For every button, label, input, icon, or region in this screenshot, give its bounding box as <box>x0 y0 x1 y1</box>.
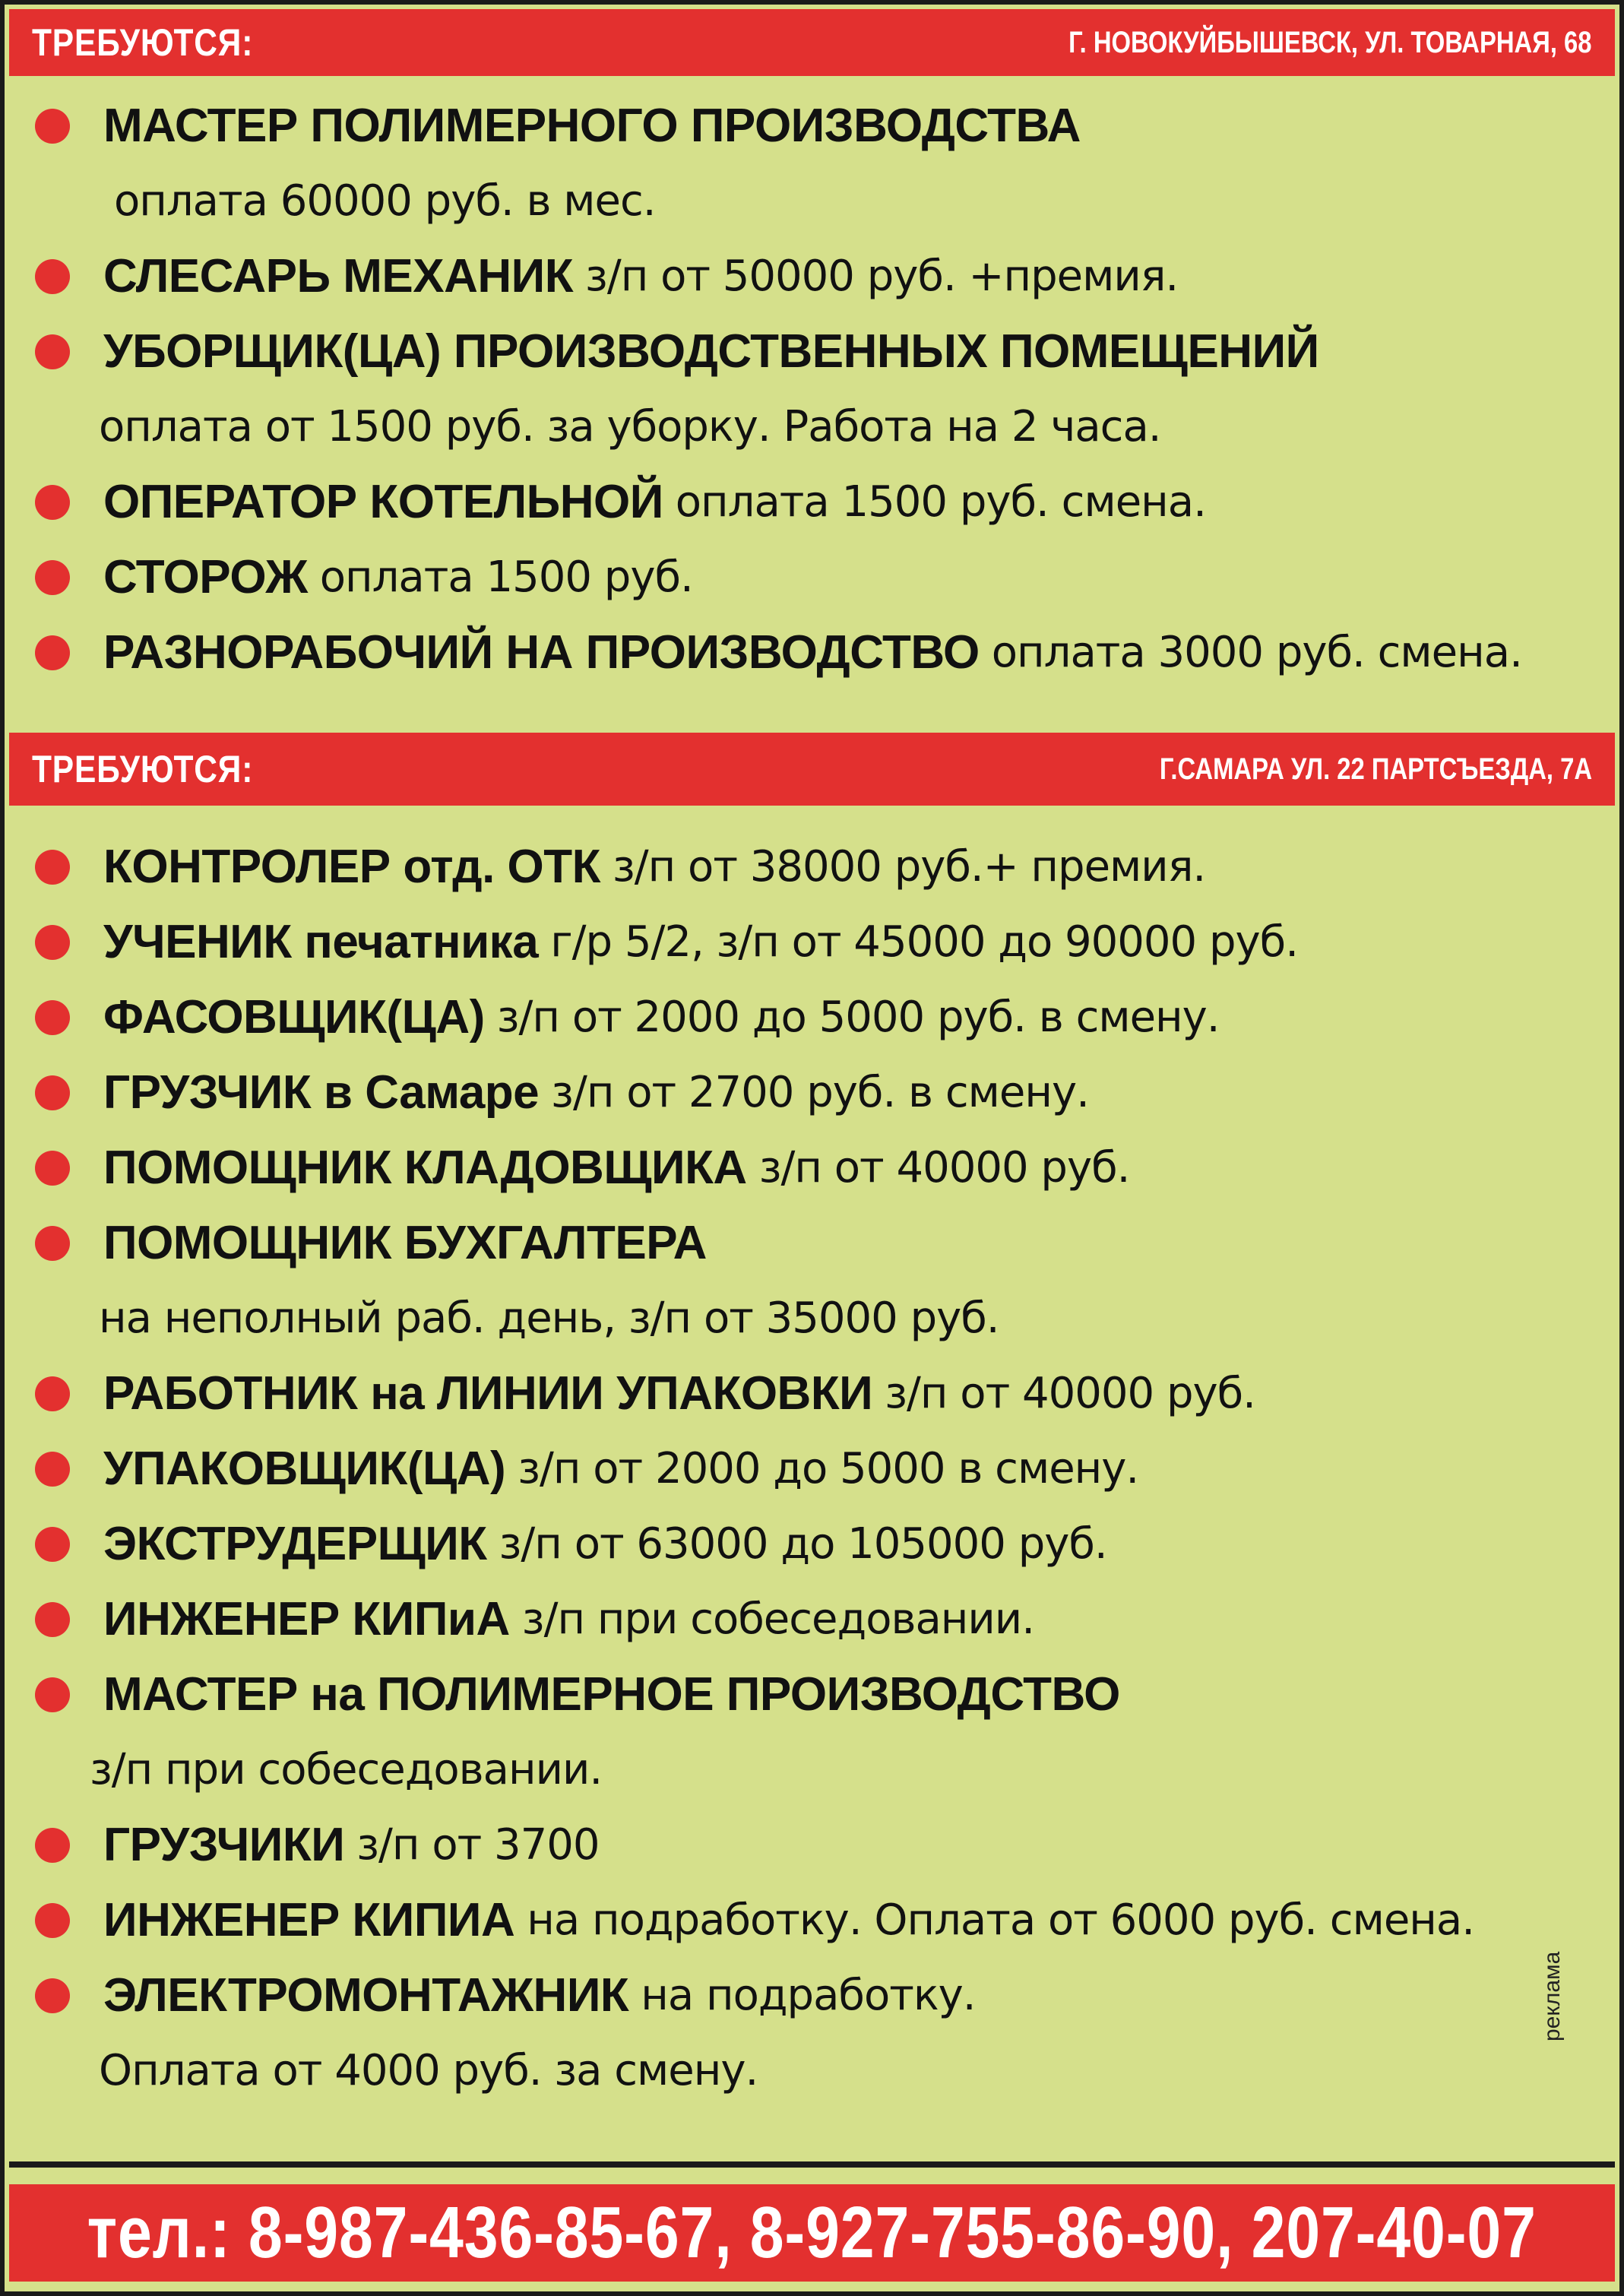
vacancy-title: МАСТЕР на ПОЛИМЕРНОЕ ПРОИЗВОДСТВО <box>103 1668 1120 1721</box>
vacancy-detail: з/п от 2000 до 5000 руб. в смену. <box>496 993 1220 1042</box>
vacancy-item <box>35 1657 1589 1732</box>
bullet-icon <box>35 109 70 144</box>
vacancy-detail: з/п от 63000 до 105000 руб. <box>499 1519 1107 1569</box>
vacancy-title: ЭКСТРУДЕРЩИК <box>103 1518 487 1570</box>
bullet-icon <box>35 259 70 294</box>
bullet-icon <box>35 1978 70 2013</box>
footer-bar <box>9 2184 1615 2282</box>
advertisement-label: реклама <box>1540 1951 1565 2041</box>
header-address: Г. НОВОКУЙБЫШЕВСК, УЛ. ТОВАРНАЯ, 68 <box>1068 25 1592 59</box>
vacancy-item <box>35 1055 1589 1130</box>
vacancy-detail: оплата 1500 руб. <box>319 553 693 602</box>
header-bar-samara <box>9 733 1615 806</box>
vacancy-title: ИНЖЕНЕР КИПИА <box>103 1894 515 1946</box>
vacancy-item <box>35 1205 1589 1281</box>
bullet-icon <box>35 485 70 520</box>
vacancy-item <box>35 239 1589 314</box>
vacancy-item <box>35 829 1589 904</box>
vacancy-detail: оплата 1500 руб. смена. <box>675 477 1206 527</box>
vacancy-title: СЛЕСАРЬ МЕХАНИК <box>103 250 574 302</box>
bullet-icon <box>35 1075 70 1110</box>
vacancy-detail: оплата 3000 руб. смена. <box>991 628 1522 677</box>
vacancy-detail: з/п от 38000 руб.+ премия. <box>613 842 1206 891</box>
bullet-icon <box>35 1828 70 1863</box>
bullet-icon <box>35 1452 70 1487</box>
vacancy-detail: з/п от 3700 <box>356 1820 600 1870</box>
vacancy-title: ИНЖЕНЕР КИПиА <box>103 1593 510 1645</box>
vacancy-detail: з/п от 40000 руб. <box>758 1143 1130 1192</box>
vacancy-detail: оплата 60000 руб. в мес. <box>114 176 656 226</box>
bullet-icon <box>35 1376 70 1411</box>
vacancy-detail: з/п при собеседовании. <box>521 1595 1034 1644</box>
contact-phones: тел.: 8-987-436-85-67, 8-927-755-86-90, 207-40-07 <box>87 2192 1537 2273</box>
vacancy-item <box>35 1582 1589 1657</box>
vacancy-title: РАБОТНИК на ЛИНИИ УПАКОВКИ <box>103 1367 873 1420</box>
vacancy-detail: з/п от 2000 до 5000 в смену. <box>518 1444 1139 1493</box>
vacancy-item <box>35 1356 1589 1431</box>
vacancy-detail: з/п от 50000 руб. +премия. <box>585 252 1179 301</box>
bullet-icon <box>35 1527 70 1562</box>
vacancy-title: УБОРЩИК(ЦА) ПРОИЗВОДСТВЕННЫХ ПОМЕЩЕНИЙ <box>103 325 1319 378</box>
vacancy-item <box>35 540 1589 615</box>
vacancy-title: ЭЛЕКТРОМОНТАЖНИК <box>103 1969 629 2022</box>
bullet-icon <box>35 1226 70 1261</box>
vacancy-title: МАСТЕР ПОЛИМЕРНОГО ПРОИЗВОДСТВА <box>103 100 1081 152</box>
bullet-icon <box>35 1602 70 1637</box>
vacancy-item <box>35 904 1589 980</box>
vacancy-detail: на подработку. Оплата от 6000 руб. смена. <box>527 1895 1475 1945</box>
vacancy-item <box>35 88 1589 163</box>
vacancy-item <box>35 1958 1589 2033</box>
vacancy-detail: оплата от 1500 руб. за уборку. Работа на 2 часа. <box>99 402 1161 451</box>
vacancy-item <box>35 980 1589 1055</box>
vacancy-detail: на неполный раб. день, з/п от 35000 руб. <box>99 1294 999 1343</box>
vacancy-detail: Оплата от 4000 руб. за смену. <box>99 2046 758 2095</box>
vacancy-item <box>35 1506 1589 1582</box>
bullet-icon <box>35 850 70 885</box>
bullet-icon <box>35 334 70 369</box>
bullet-icon <box>35 1903 70 1938</box>
vacancy-title: ОПЕРАТОР КОТЕЛЬНОЙ <box>103 476 663 528</box>
bullet-icon <box>35 925 70 960</box>
vacancy-title: ФАСОВЩИК(ЦА) <box>103 991 485 1043</box>
vacancy-title: ГРУЗЧИКИ <box>103 1819 345 1871</box>
header-bar-novokuibyshevsk <box>9 9 1615 76</box>
vacancy-list-novokuibyshevsk <box>35 88 1589 690</box>
bullet-icon <box>35 635 70 670</box>
vacancy-item <box>35 1883 1589 1958</box>
header-address: Г.САМАРА УЛ. 22 ПАРТСЪЕЗДА, 7А <box>1159 752 1592 786</box>
divider <box>9 2161 1615 2168</box>
vacancy-detail: на подработку. <box>641 1971 976 2020</box>
vacancy-detail: з/п от 40000 руб. <box>885 1369 1255 1418</box>
bullet-icon <box>35 1151 70 1186</box>
vacancy-item <box>35 464 1589 540</box>
vacancy-title: УПАКОВЩИК(ЦА) <box>103 1443 506 1495</box>
bullet-icon <box>35 560 70 595</box>
vacancy-title: ГРУЗЧИК в Самаре <box>103 1066 540 1119</box>
vacancy-title: ПОМОЩНИК БУХГАЛТЕРА <box>103 1217 707 1269</box>
vacancy-title: УЧЕНИК печатника <box>103 916 539 968</box>
vacancy-title: РАЗНОРАБОЧИЙ НА ПРОИЗВОДСТВО <box>103 626 980 679</box>
vacancy-item <box>35 1807 1589 1883</box>
vacancy-detail: г/р 5/2, з/п от 45000 до 90000 руб. <box>550 917 1299 967</box>
header-title: ТРЕБУЮТСЯ: <box>32 748 254 790</box>
vacancy-item <box>35 615 1589 690</box>
vacancy-title: ПОМОЩНИК КЛАДОВЩИКА <box>103 1142 747 1194</box>
bullet-icon <box>35 1000 70 1035</box>
vacancy-detail: з/п от 2700 руб. в смену. <box>551 1068 1089 1117</box>
vacancy-item <box>35 314 1589 389</box>
bullet-icon <box>35 1677 70 1712</box>
vacancy-detail: з/п при собеседовании. <box>90 1745 603 1794</box>
vacancy-item <box>35 1431 1589 1506</box>
vacancy-title: КОНТРОЛЕР отд. ОТК <box>103 841 600 893</box>
vacancy-list-samara <box>35 829 1589 2108</box>
header-title: ТРЕБУЮТСЯ: <box>32 21 254 64</box>
vacancy-title: СТОРОЖ <box>103 551 308 603</box>
vacancy-item <box>35 1130 1589 1205</box>
